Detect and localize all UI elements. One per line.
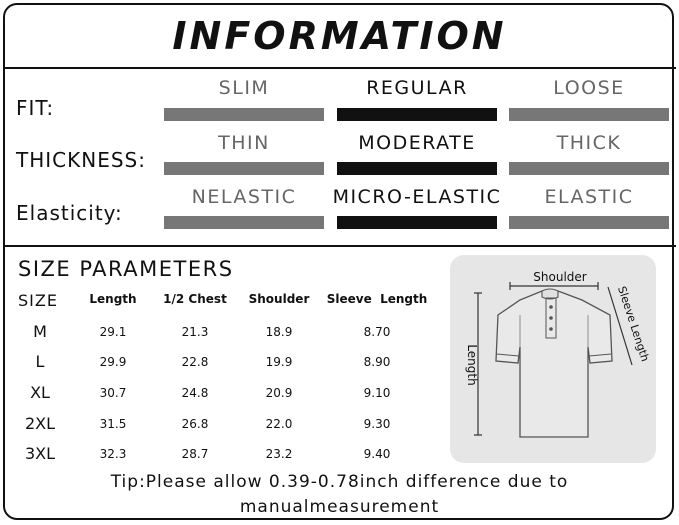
fit-bar-slim: [164, 108, 324, 121]
table-cell: 9.10: [363, 386, 391, 400]
fit-option-regular: REGULAR: [366, 77, 468, 99]
table-cell: 18.9: [265, 325, 293, 339]
column-header-shoulder: Shoulder: [248, 292, 310, 306]
table-cell: 19.9: [265, 355, 293, 369]
column-header-half-chest: 1/2 Chest: [163, 292, 227, 306]
header-divider: [3, 67, 676, 69]
table-cell: 22.8: [181, 355, 209, 369]
thickness-option-thick: THICK: [556, 132, 622, 154]
table-cell: 29.9: [99, 355, 127, 369]
table-cell: 32.3: [99, 447, 127, 461]
shoulder-label: Shoulder: [533, 270, 587, 284]
elasticity-option-elastic: ELASTIC: [544, 186, 634, 208]
table-cell: 8.70: [363, 325, 391, 339]
table-cell: 23.2: [265, 447, 293, 461]
table-cell: 29.1: [99, 325, 127, 339]
table-cell: 20.9: [265, 386, 293, 400]
length-label: Length: [465, 344, 479, 386]
size-cell: L: [35, 352, 45, 371]
shirt-illustration: [450, 255, 656, 463]
table-cell: 26.8: [181, 417, 209, 431]
shirt-outline: [496, 291, 612, 437]
elasticity-option-micro-elastic: MICRO-ELASTIC: [332, 186, 502, 208]
thickness-bar-moderate: [337, 162, 497, 175]
size-cell: 2XL: [24, 414, 56, 433]
sleeve-length-label: Sleeve Length: [615, 284, 652, 364]
table-cell: 28.7: [181, 447, 209, 461]
size-cell: 3XL: [24, 444, 56, 463]
size-parameters-title: SIZE PARAMETERS: [18, 257, 234, 281]
elasticity-bar-elastic: [509, 216, 669, 229]
table-cell: 30.7: [99, 386, 127, 400]
table-cell: 21.3: [181, 325, 209, 339]
fit-bar-loose: [509, 108, 669, 121]
fit-option-loose: LOOSE: [553, 77, 625, 99]
shirt-measurement-diagram: [450, 255, 656, 463]
page-title: INFORMATION: [172, 14, 507, 58]
thickness-option-moderate: MODERATE: [358, 132, 476, 154]
table-cell: 9.40: [363, 447, 391, 461]
section-divider: [3, 245, 676, 247]
elasticity-label: Elasticity:: [16, 201, 123, 225]
column-header-sleeve-length: Sleeve Length: [326, 292, 428, 306]
column-header-length: Length: [89, 292, 137, 306]
table-cell: 8.90: [363, 355, 391, 369]
size-cell: XL: [30, 383, 50, 402]
table-cell: 22.0: [265, 417, 293, 431]
table-cell: 24.8: [181, 386, 209, 400]
fit-option-slim: SLIM: [218, 77, 270, 99]
fit-label: FIT:: [16, 96, 55, 120]
size-cell: M: [33, 322, 47, 341]
thickness-option-thin: THIN: [218, 132, 270, 154]
elasticity-bar-nelastic: [164, 216, 324, 229]
thickness-bar-thick: [509, 162, 669, 175]
fit-bar-regular: [337, 108, 497, 121]
table-cell: 9.30: [363, 417, 391, 431]
thickness-bar-thin: [164, 162, 324, 175]
column-header-size: SIZE: [18, 291, 58, 310]
tip-line-1: Tip:Please allow 0.39-0.78inch difference due to: [110, 472, 569, 492]
thickness-label: THICKNESS:: [16, 148, 146, 172]
elasticity-bar-micro-elastic: [337, 216, 497, 229]
elasticity-option-nelastic: NELASTIC: [191, 186, 297, 208]
tip-line-2: manualmeasurement: [239, 497, 440, 517]
table-cell: 31.5: [99, 417, 127, 431]
